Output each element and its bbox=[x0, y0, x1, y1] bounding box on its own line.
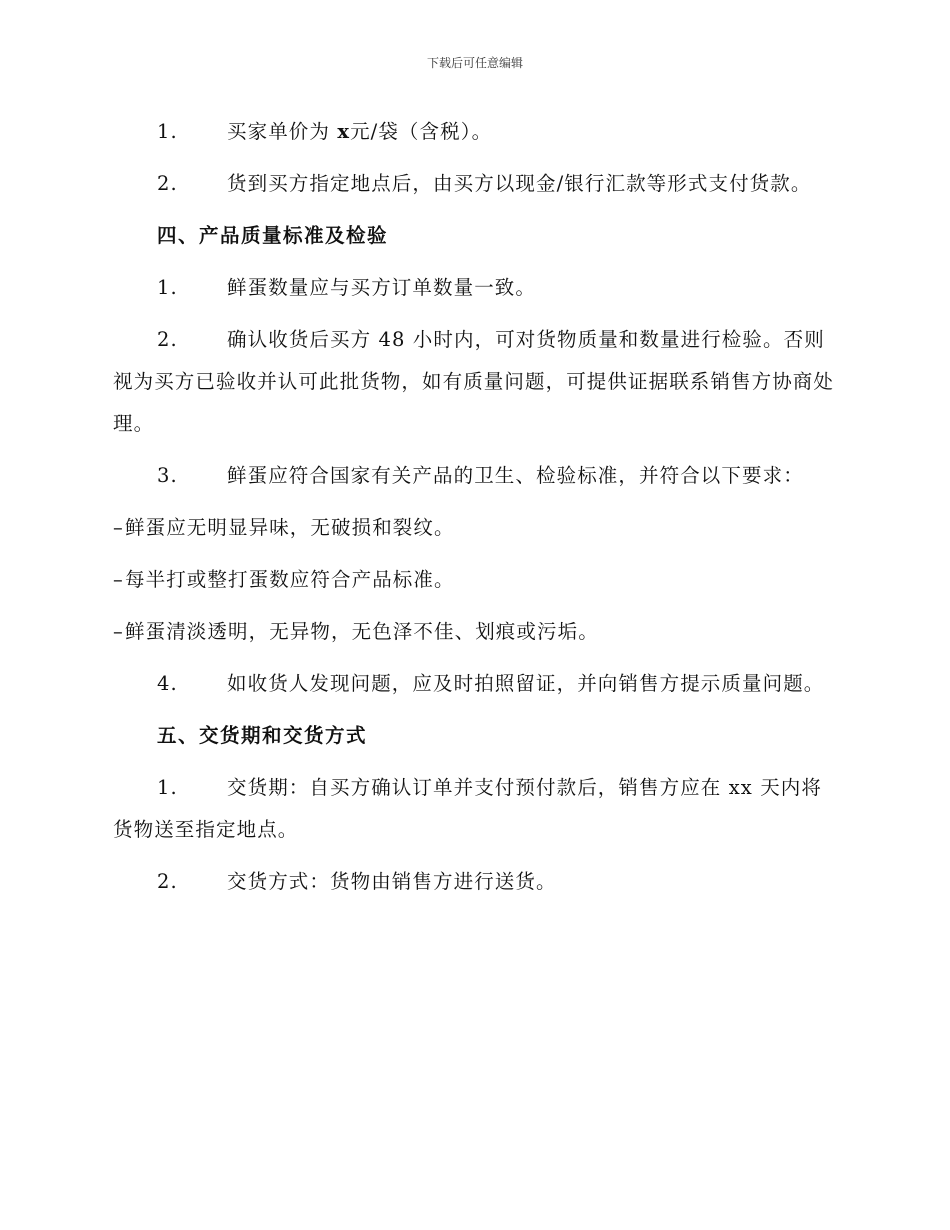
requirement-text: 鲜蛋清淡透明，无异物，无色泽不佳、划痕或污垢。 bbox=[125, 620, 599, 643]
item-number: 3. bbox=[157, 464, 178, 487]
dash-marker: – bbox=[113, 516, 124, 539]
requirement-item bbox=[113, 559, 835, 601]
clause-text-pre: 买家单价为 bbox=[227, 120, 331, 143]
price-clause bbox=[113, 111, 835, 153]
clause-text-post: 元/袋（含税）。 bbox=[350, 120, 493, 143]
clause-text: 鲜蛋数量应与买方订单数量一致。 bbox=[227, 276, 537, 299]
quality-clause-2 bbox=[113, 319, 835, 445]
clause-text: 货到买方指定地点后，由买方以现金/银行汇款等形式支付货款。 bbox=[227, 172, 812, 195]
clause-text: 交货方式：货物由销售方进行送货。 bbox=[227, 870, 557, 893]
item-number: 1. bbox=[157, 776, 178, 799]
clause-text: 鲜蛋应符合国家有关产品的卫生、检验标准，并符合以下要求： bbox=[227, 464, 804, 487]
document-body bbox=[113, 111, 835, 913]
quality-clause-4 bbox=[113, 663, 835, 705]
requirement-text: 每半打或整打蛋数应符合产品标准。 bbox=[125, 568, 455, 591]
page-header: 下载后可任意编辑 bbox=[426, 56, 523, 70]
item-number: 4. bbox=[157, 672, 178, 695]
clause-text: 确认收货后买方 48 小时内，可对货物质量和数量进行检验。否则视为买方已验收并认可此批货物，如有质量问题，可提供证据联系销售方协商处理。 bbox=[113, 328, 835, 435]
section-heading-delivery: 五、交货期和交货方式 bbox=[157, 724, 368, 747]
requirement-text: 鲜蛋应无明显异味，无破损和裂纹。 bbox=[125, 516, 455, 539]
clause-text: 如收货人发现问题，应及时拍照留证，并向销售方提示质量问题。 bbox=[227, 672, 825, 695]
requirement-item bbox=[113, 507, 835, 549]
item-number: 2. bbox=[157, 328, 178, 351]
price-placeholder: x bbox=[337, 120, 351, 143]
item-number: 1. bbox=[157, 276, 178, 299]
clause-text: 交货期：自买方确认订单并支付预付款后，销售方应在 xx 天内将货物送至指定地点。 bbox=[113, 776, 822, 841]
payment-clause bbox=[113, 163, 835, 205]
delivery-clause-1 bbox=[113, 767, 835, 851]
item-number: 2. bbox=[157, 172, 178, 195]
item-number: 2. bbox=[157, 870, 178, 893]
delivery-clause-2 bbox=[113, 861, 835, 903]
quality-clause-3 bbox=[113, 455, 835, 497]
section-heading-quality: 四、产品质量标准及检验 bbox=[157, 224, 389, 247]
quality-clause-1 bbox=[113, 267, 835, 309]
requirement-item bbox=[113, 611, 835, 653]
dash-marker: – bbox=[113, 620, 124, 643]
item-number: 1. bbox=[157, 120, 178, 143]
dash-marker: – bbox=[113, 568, 124, 591]
